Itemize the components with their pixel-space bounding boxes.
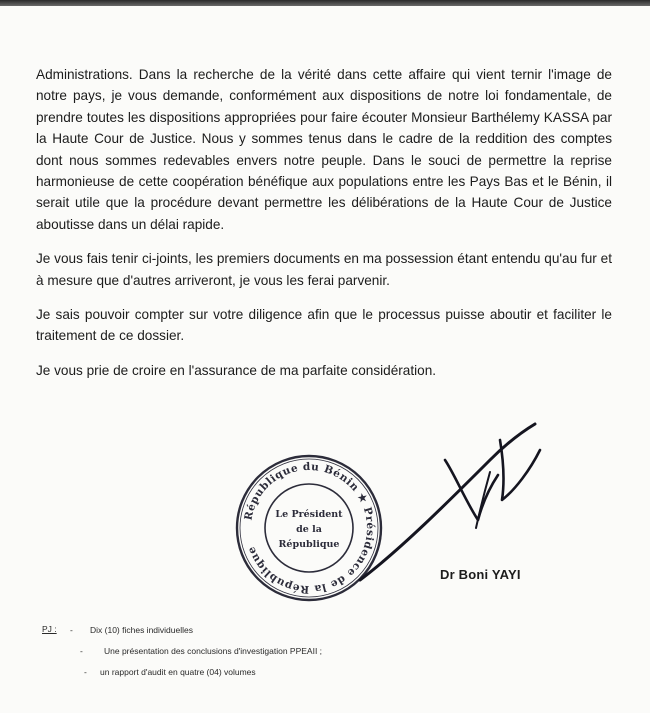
stamp-inner-line-3: République — [278, 539, 340, 550]
attachments-label: PJ : — [42, 624, 57, 634]
signatory-name: Dr Boni YAYI — [440, 567, 521, 582]
paragraph-main: Administrations. Dans la recherche de la vérité dans cette affaire qui vient ternir l'image de notre pays, je vous demande, conformément aux dispositions de notre loi fondamentale, de prendre toutes les dispositions appropriées pour faire écouter Monsieur Barthélemy KASSA par la Haute Cour de Justice. Nous y sommes tenus dans le cadre de la reddition des comptes dont nous sommes redevables envers notre peuple. Dans le souci de permettre la reprise harmonieuse de cette coopération bénéfique aux populations entre les Pays Bas et le Bénin, il serait utile que la procédure devant permettre les délibérations de la Haute Cour de Justice aboutisse dans un délai rapide. — [36, 67, 612, 232]
attachment-text: Dix (10) fiches individuelles — [90, 625, 193, 635]
page-top-edge — [0, 0, 650, 6]
handwritten-signature — [340, 420, 550, 590]
attachment-bullet: - — [70, 625, 73, 635]
attachment-bullet: - — [84, 667, 87, 677]
stamp-inner-line-2: de la — [296, 524, 322, 535]
attachment-text: un rapport d'audit en quatre (04) volumes — [100, 667, 256, 677]
attachment-bullet: - — [80, 646, 83, 656]
attachment-text: Une présentation des conclusions d'investigation PPEAII ; — [104, 646, 323, 656]
stamp-inner-line-1: Le Président — [275, 509, 343, 520]
paragraph-attachments: Je vous fais tenir ci-joints, les premiers documents en ma possession étant entendu qu'au fur et à mesure que d'autres arriveront, je vous les ferai parvenir. — [36, 251, 612, 288]
stamp-outer-text: République du Bénin ★ Présidence de la République — [242, 460, 377, 596]
paragraph-diligence: Je sais pouvoir compter sur votre diligence afin que le processus puisse aboutir et faciliter le traitement de ce dossier. — [36, 307, 612, 344]
paragraph-closing: Je vous prie de croire en l'assurance de ma parfaite considération. — [36, 362, 437, 378]
letter-body — [36, 64, 612, 394]
